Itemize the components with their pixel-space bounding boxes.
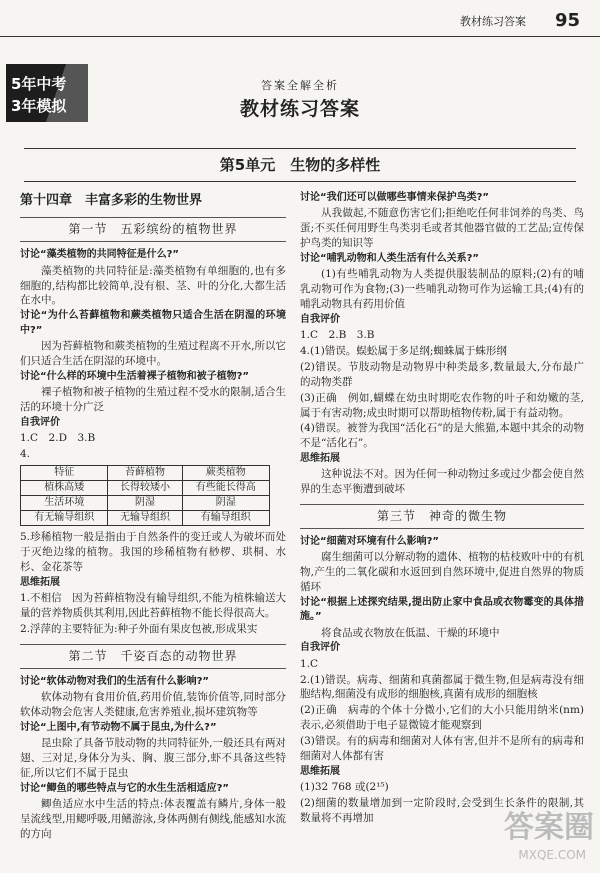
- answer-text: 因为苔藓植物和蕨类植物的生殖过程离不开水,所以它们只适合生活在阴湿的环境中。: [20, 339, 286, 367]
- answer-text: 1.不相信 因为苔藓植物没有输导组织,不能为植株输送大量的营养物质供其利用,因此苔藓植物不能长得很高大。: [20, 592, 286, 620]
- section-title-2: 第二节 千姿百态的动物世界: [20, 644, 286, 669]
- answer-text: 软体动物有食用价值,药用价值,装饰价值等,同时部分软体动物会危害人类健康,危害养殖业,损坏建筑物等: [20, 691, 286, 719]
- answer-4-label: 4.: [20, 447, 31, 460]
- think-label: 思维拓展: [20, 577, 60, 589]
- answer-text: (3)错误。有的病毒和细菌对人体有害,但并不是所有的病毒和细菌对人体都有害: [300, 735, 584, 763]
- answer-choices: 1.C: [300, 657, 319, 670]
- answer-text: (2)错误。节肢动物是动物界中种类最多,数量最大,分布最广的动物类群: [300, 360, 584, 388]
- logo-line2: 3年模拟: [11, 97, 67, 115]
- discussion-question: 讨论“软体动物对我们的生活有什么影响?”: [20, 675, 209, 687]
- answer-choices: 1.C 2.B 3.B: [300, 329, 375, 341]
- page-number: 95: [554, 10, 580, 31]
- watermark-url: MXQE.COM: [518, 848, 586, 862]
- banner-title: 教材练习答案: [239, 97, 360, 120]
- table-cell: 植株高矮: [21, 480, 108, 495]
- comparison-table: [20, 465, 270, 527]
- logo-line1: 5年中考: [11, 75, 67, 93]
- answer-text: 将食品或衣物放在低温、干燥的环境中: [321, 626, 500, 639]
- answer-banner: [0, 78, 600, 123]
- discussion-question: 讨论“我们还可以做哪些事情来保护鸟类?”: [300, 192, 489, 203]
- watermark: [444, 807, 594, 869]
- banner-subtitle: 答案全解全析: [261, 79, 339, 92]
- header-rule: [0, 36, 600, 37]
- answer-text: 2.(1)错误。病毒、细菌和真菌都属于微生物,但是病毒没有细胞结构,细菌没有成形的细胞核,真菌有成形的细胞核: [300, 673, 584, 701]
- section-title-1: 第一节 五彩缤纷的植物世界: [20, 217, 286, 242]
- table-cell: 有些能长得高: [182, 480, 270, 495]
- table-cell: 无输导组织: [108, 511, 182, 526]
- self-eval-label: 自我评价: [300, 642, 340, 654]
- table-cell: 特征: [21, 465, 108, 480]
- discussion-question: 讨论“为什么苔藓植物和蕨类植物只适合生活在阴湿的环境中?”: [20, 310, 286, 336]
- answer-text: (2)正确 病毒的个体十分微小,它们的大小只能用纳米(nm)表示,必须借助于电子显微镜才能观察到: [300, 704, 584, 732]
- header-title: 教材练习答案: [460, 15, 526, 28]
- answer-text: (1)32 768 或(2¹⁵): [300, 781, 389, 794]
- right-column: [300, 190, 584, 827]
- discussion-question: 讨论“藻类植物的共同特征是什么?”: [20, 249, 179, 261]
- table-cell: 生活环境: [21, 495, 108, 510]
- table-row: [21, 511, 270, 526]
- think-label: 思维拓展: [300, 766, 340, 777]
- discussion-question: 讨论“什么样的环境中生活着裸子植物和被子植物?”: [20, 370, 249, 382]
- answer-text: 从我做起,不随意伤害它们;拒绝吃任何非饲养的鸟类、鸟蛋;不买任何用野生鸟类羽毛或者其他器官做的工艺品;宣传保护鸟类的知识等: [300, 207, 584, 249]
- chapter-title: 第十四章 丰富多彩的生物世界: [20, 193, 203, 208]
- answer-text: 腐生细菌可以分解动物的遗体、植物的枯枝败叶中的有机物,产生的二氧化碳和水返回到自然环境中,促进自然界的物质循环: [300, 551, 584, 594]
- table-cell: 有输导组织: [182, 511, 270, 526]
- answer-text: (2)细菌的数量增加到一定阶段时,会受到生长条件的限制,其数量将不再增加: [300, 797, 584, 824]
- discussion-question: 讨论“哺乳动物和人类生活有什么关系?”: [300, 252, 479, 264]
- self-eval-label: 自我评价: [20, 416, 60, 428]
- table-row: [21, 480, 270, 495]
- table-cell: 阴湿: [182, 495, 270, 510]
- self-eval-label: 自我评价: [300, 313, 340, 325]
- page-header: [0, 0, 600, 66]
- table-row: [21, 465, 270, 480]
- section-title-3: 第三节 神奇的微生物: [300, 504, 584, 529]
- table-cell: 长得较矮小: [108, 480, 182, 495]
- watermark-main: 答案圈: [504, 810, 594, 845]
- answer-text: (3)正确 例如,蝴蝶在幼虫时期吃农作物的叶子和幼嫩的茎,属于有害动物;成虫时期可以帮助植物传粉,属于有益动物。: [300, 391, 584, 419]
- table-cell: 苔藓植物: [108, 465, 182, 480]
- answer-text: (1)有些哺乳动物为人类提供服装制品的原料;(2)有的哺乳动物可作为食物;(3)一些哺乳动物可作为运输工具;(4)有的哺乳动物具有药用价值: [300, 268, 584, 310]
- answer-text: 昆虫除了具备节肢动物的共同特征外,一般还具有两对翅、三对足,身体分为头、胸、腹三部分,虾不具备这些特征,所以它们不属于昆虫: [20, 737, 286, 779]
- table-cell: 有无输导组织: [21, 511, 108, 526]
- discussion-question: 讨论“鲫鱼的哪些特点与它的水生生活相适应?”: [20, 782, 229, 794]
- answer-choices: 1.C 2.D 3.B: [20, 431, 96, 444]
- answer-text: (4)错误。被誉为我国“活化石”的是大熊猫,本题中其余的动物不是“活化石”。: [300, 422, 584, 450]
- answer-text: 裸子植物和被子植物的生殖过程不受水的限制,适合生活的环境十分广泛: [20, 385, 286, 413]
- table-cell: 蕨类植物: [182, 465, 270, 480]
- table-row: [21, 495, 270, 510]
- answer-text: 鲫鱼适应水中生活的特点:体表覆盖有鳞片,身体一般呈流线型,用鳃呼吸,用鳍游泳,身体两侧有侧线,能感知水流的方向: [20, 798, 286, 840]
- answer-text: 藻类植物的共同特征是:藻类植物有单细胞的,也有多细胞的,结构都比较简单,没有根、茎、叶的分化,大都生活在水中。: [20, 264, 286, 307]
- left-column: [20, 190, 286, 843]
- discussion-question: 讨论“根据上述探究结果,提出防止家中食品或衣物霉变的具体措施。”: [300, 597, 584, 623]
- think-label: 思维拓展: [300, 453, 340, 465]
- answer-text: 4.(1)错误。蜈蚣属于多足纲;蜘蛛属于蛛形纲: [300, 344, 507, 357]
- table-cell: 阴湿: [108, 495, 182, 510]
- answer-text: 5.珍稀植物一般是指由于自然条件的变迁或人为破坏而处于灭绝边缘的植物。我国的珍稀植物有桫椤、珙桐、水杉、金花茶等: [20, 531, 286, 574]
- answer-text: 2.浮萍的主要特征为:种子外面有果皮包被,形成果实: [20, 623, 258, 636]
- unit-title: 第5单元 生物的多样性: [24, 148, 576, 182]
- answer-text: 这种说法不对。因为任何一种动物过多或过少都会使自然界的生态平衡遭到破坏: [300, 468, 584, 496]
- discussion-question: 讨论“上图中,有节动物不属于昆虫,为什么?”: [20, 721, 217, 733]
- discussion-question: 讨论“细菌对环境有什么影响?”: [300, 536, 439, 548]
